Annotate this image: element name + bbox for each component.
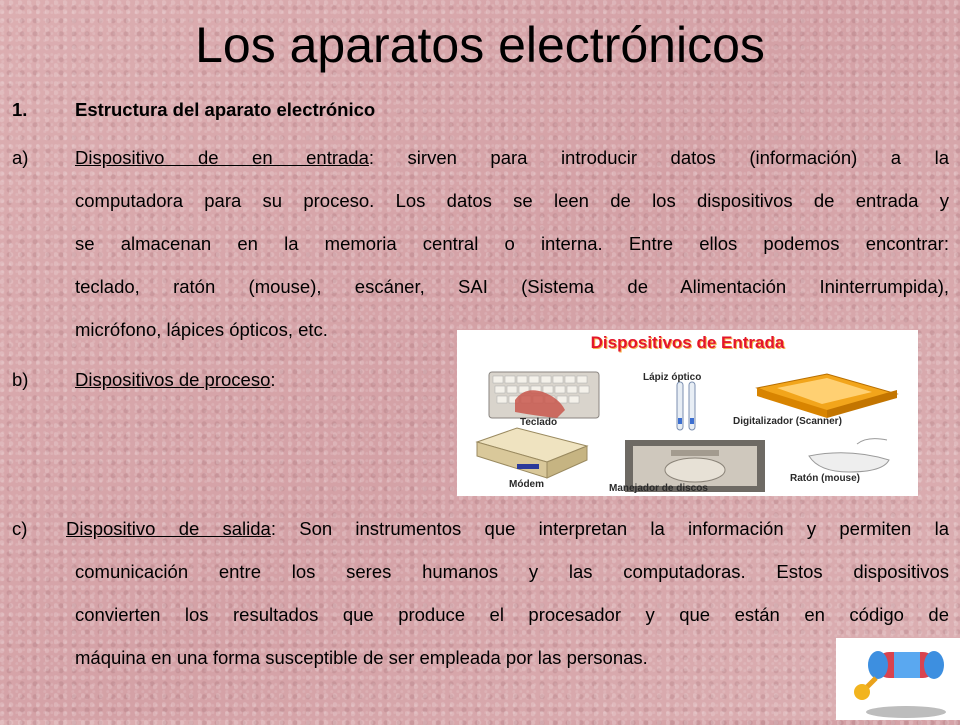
item-b-term: Dispositivos de proceso: [75, 369, 271, 390]
item-c-text-1: : Son instrumentos que interpretan la información y permiten la: [270, 518, 949, 539]
devices-illustration: [457, 330, 918, 496]
caption-light-pen: Lápiz óptico: [643, 372, 702, 383]
caption-disk-drive: Manejador de discos: [609, 483, 708, 494]
item-c-line-4: máquina en una forma susceptible de ser empleada por las personas.: [75, 647, 648, 668]
light-pen-icon: [677, 382, 695, 430]
item-c-line-2: comunicación entre los seres humanos y las computadoras. Estos dispositivos: [75, 561, 949, 582]
molecule-icon: [836, 638, 960, 720]
page-title: Los aparatos electrónicos: [195, 17, 765, 73]
input-devices-figure: [457, 330, 918, 496]
item-a-text-1: : sirven para introducir datos (información) a la: [368, 147, 949, 168]
item-a-line-4: teclado, ratón (mouse), escáner, SAI (Sistema de Alimentación Ininterrumpida),: [75, 276, 949, 297]
item-b-marker: b): [12, 369, 29, 390]
item-c-marker: c): [12, 518, 28, 539]
item-b-line: [75, 368, 276, 392]
section-number: 1.: [12, 99, 28, 120]
item-a-line-2: computadora para su proceso. Los datos se leen de los dispositivos de entrada y: [75, 190, 949, 211]
item-a-marker: a): [12, 147, 29, 168]
item-c-term: Dispositivo de salida: [66, 518, 271, 539]
caption-keyboard: Teclado: [520, 417, 558, 428]
item-a-line-5: micrófono, lápices ópticos, etc.: [75, 319, 328, 340]
decorative-clipart: [836, 638, 960, 720]
item-a-term: Dispositivo de en entrada: [75, 147, 369, 168]
figure-title: Dispositivos de Entrada: [590, 333, 785, 352]
caption-modem: Módem: [509, 479, 544, 490]
item-b-text: :: [270, 369, 276, 390]
caption-mouse: Ratón (mouse): [790, 473, 860, 484]
keyboard-icon: [489, 372, 599, 418]
item-a-line-1: [75, 146, 949, 170]
section-heading: Estructura del aparato electrónico: [75, 99, 376, 120]
item-c-line-3: convierten los resultados que produce el procesador y que están en código de: [75, 604, 949, 625]
mouse-icon: [809, 439, 889, 472]
caption-scanner: Digitalizador (Scanner): [733, 416, 842, 427]
scanner-icon: [757, 374, 897, 418]
item-a-line-3: se almacenan en la memoria central o interna. Entre ellos podemos encontrar:: [75, 233, 949, 254]
item-c-line-1: [66, 517, 949, 541]
modem-icon: [477, 428, 587, 478]
